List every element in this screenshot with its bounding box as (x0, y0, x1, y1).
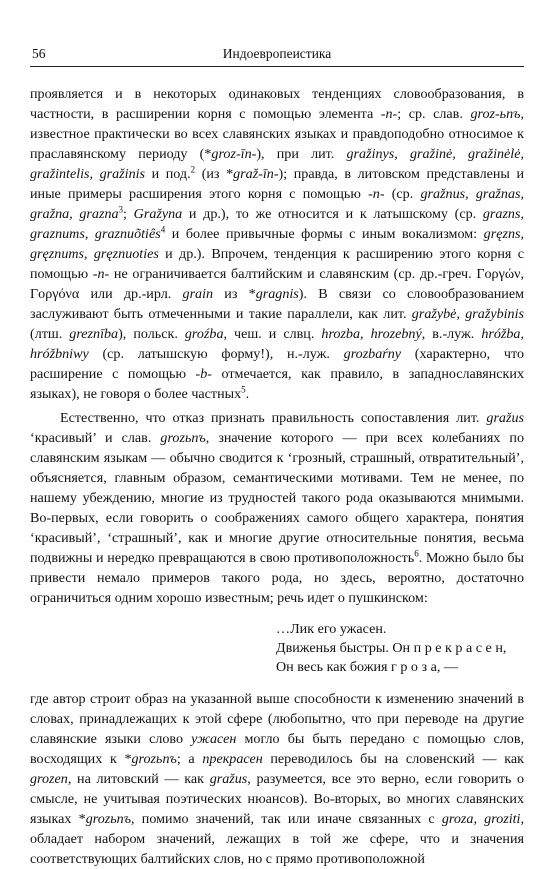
header-rule (30, 66, 524, 67)
footnote-ref-2[interactable]: 2 (190, 164, 196, 175)
footnote-ref-4[interactable]: 4 (160, 224, 166, 235)
verse-line-2: Движенья быстры. Он п р е к р а с е н, (276, 640, 507, 656)
paragraph-3: где автор строит образ на указанной выше способности к изменению значений в словах, принадлежащих к этой сфере (любопытно, что при переводе на другие славянские языки слово ужасен могло бы быть передано с помощью слов, восходящих к *grozьnъ; а прекрасен переводилось бы на словенский — как grozen, на литовский — как gražus, разумеется, все это верно, если говорить о смысле, не учитывая поэтических нюансов). Во-вторых, во многих славянских языках *grozьnъ, помимо значений, так или иначе связанных с groza, groziti, обладает набором значений, лежащих в той же сфере, что и значения соответствующих балтийских слов, но с прямо противоположной (30, 691, 525, 867)
footnote-ref-3[interactable]: 3 (118, 204, 124, 215)
page-number: 56 (32, 46, 46, 61)
verse-line-3: Он весь как божия г р о з а, — (276, 659, 458, 675)
paragraph-2: Естественно, что отказ признать правильность сопоставления лит. gražus ‘красивый’ и слав. grozьnъ, значение которого — при всех колебаниях по славянским языкам — обычно сводится к ‘грозный, страшный, отвратительный’, объясняется, главным образом, семантическими мотивами. Тем не менее, по нашему убеждению, многие из трудностей такого рода оказываются мнимыми. Во-первых, если говорить о соображениях самого общего характера, понятия ‘красивый’, ‘страшный’, как и многие другие относительные понятия, весьма подвижны и нередко превращаются в свою противоположность$^6$. Можно было бы привести немало примеров такого рода, но здесь, вероятно, достаточно ограничиться одним хорошо известным; речь идет о пушкинском: (30, 410, 524, 606)
footnote-ref-5[interactable]: 5 (241, 384, 246, 395)
body-text (30, 84, 524, 869)
verse-line-1: …Лик его ужасен. (276, 621, 387, 637)
verse-quote (276, 620, 524, 677)
footnote-ref-6[interactable]: 6 (414, 548, 419, 559)
running-title: Индоевропеистика (222, 46, 332, 61)
running-header (30, 46, 524, 68)
paragraph-1: проявляется и в некоторых одинаковых тенденциях словообразования, в частности, в расширении корня с помощью элемента -n-; ср. слав. groz-ьnъ, известное практически во всех славянских языках и правдоподобно относимое к праславянскому периоду (*groz-īn-), при лит. gražinys, gražinė, gražinėlė, gražintelis, gražinis и под.$^2$ (из *graž-īn-); правда, в литовском представлены и иные примеры расширения этого корня с помощью -n- (ср. gražnus, gražnas, gražna, grazna$^3$; Gražyna и др.), то же относится и к латышскому (ср. grazns, graznums, graznuõtiês$^4$ и более привычные формы с иным вокализмом: gręzns, gręznums, gręznuoties и др.). Впрочем, тенденция к расширению этого корня с помощью -n- не ограничивается балтийским и славянским (ср. др.-греч. Γοργών, Γοργόνα или др.-ирл. grain из *gragnis). В связи со словообразованием заслуживают быть отмеченными и такие параллели, как лит. gražybė, gražybinis (лтш. greznība), польск. groźba, чеш. и слвц. hrozba, hrozebný, в.-луж. hróžba, hróžbniwy (ср. латышскую форму!), н.-луж. grozbaŕny (характерно, что расширение с помощью -b- отмечается, как правило, в западнославянских языках), не говоря о более частных$^5$. (30, 86, 525, 402)
